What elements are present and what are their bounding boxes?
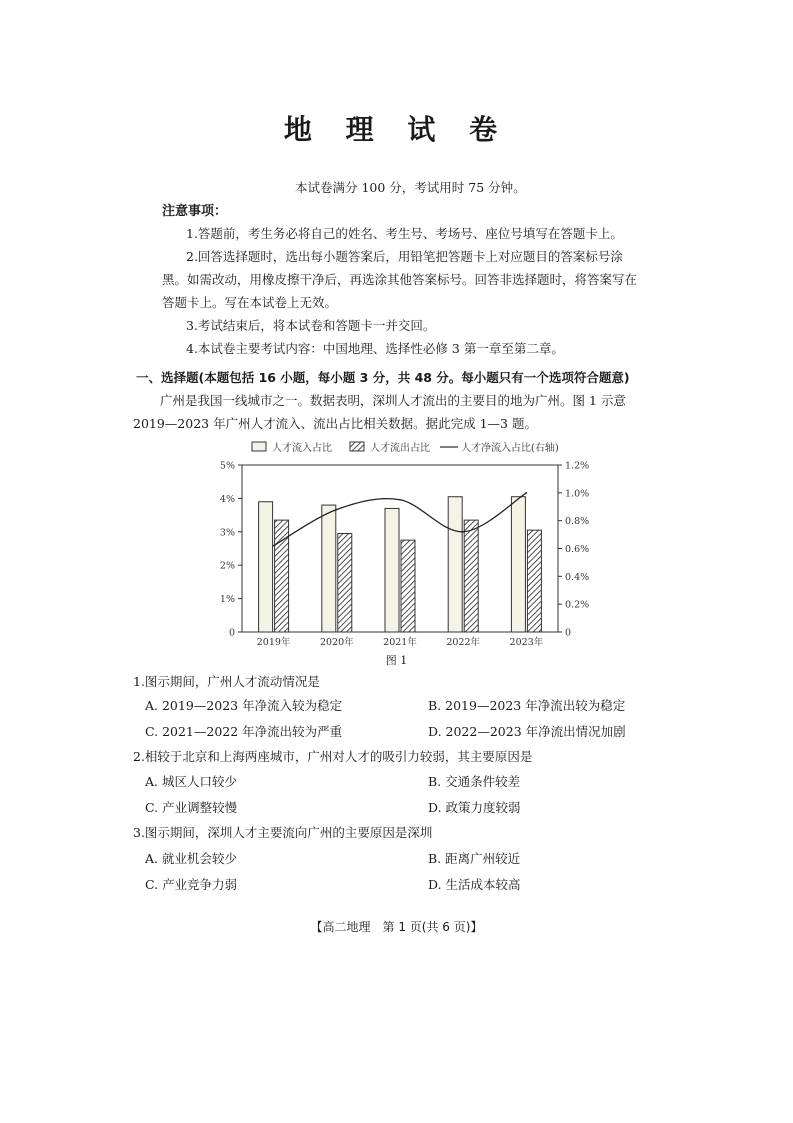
bar-inflow	[259, 502, 273, 632]
intro-text: 2019—2023 年广州人才流入、流出占比相关数据。据此完成 1—3 题。	[133, 416, 537, 431]
y-right-tick-label: 0.2%	[565, 599, 590, 611]
bar-inflow	[322, 505, 336, 632]
net-inflow-point	[526, 492, 528, 494]
intro-text: 广州是我国一线城市之一。数据表明，深圳人才流出的主要目的地为广州。图 1 示意	[160, 393, 626, 408]
x-tick-label: 2022年	[446, 637, 481, 648]
legend-swatch-outflow	[350, 442, 364, 451]
x-tick-label: 2023年	[509, 637, 544, 648]
option: D. 政策力度较弱	[428, 800, 521, 815]
notice-line: 2.回答选择题时，选出每小题答案后，用铅笔把答题卡上对应题目的答案标号涂	[186, 249, 623, 264]
y-right-tick-label: 0.6%	[565, 544, 590, 555]
legend-swatch-inflow	[252, 442, 266, 451]
figure-caption: 图 1	[385, 654, 408, 667]
y-left-tick-label: 5%	[219, 460, 235, 472]
page-title: 地 理 试 卷	[283, 113, 510, 146]
x-tick-label: 2020年	[319, 637, 354, 648]
option: A. 就业机会较少	[145, 851, 237, 866]
y-left-tick-label: 1%	[219, 594, 235, 606]
option: A. 2019—2023 年净流入较为稳定	[145, 698, 343, 713]
option: C. 产业竞争力弱	[145, 877, 238, 892]
page-footer: 【高二地理 第 1 页(共 6 页)】	[310, 920, 483, 934]
y-left-tick-label: 2%	[219, 560, 235, 572]
question-stem: 1.图示期间，广州人才流动情况是	[133, 674, 320, 689]
notice-line: 答题卡上。写在本试卷上无效。	[162, 295, 338, 310]
y-left-tick-label: 3%	[219, 527, 235, 539]
exam-info: 本试卷满分 100 分，考试用时 75 分钟。	[295, 180, 526, 195]
option: D. 2022—2023 年净流出情况加剧	[428, 724, 626, 739]
net-inflow-line	[274, 493, 527, 546]
x-tick-label: 2019年	[256, 637, 291, 648]
notice-line: 3.考试结束后，将本试卷和答题卡一并交回。	[186, 318, 436, 333]
notice-heading: 注意事项：	[162, 204, 228, 219]
notice-line: 黑。如需改动，用橡皮擦干净后，再选涂其他答案标号。回答非选择题时，将答案写在	[162, 272, 638, 287]
net-inflow-point	[399, 499, 401, 501]
bar-outflow	[401, 540, 415, 632]
option: B. 距离广州较近	[428, 851, 521, 866]
option: B. 2019—2023 年净流出较为稳定	[428, 698, 626, 713]
net-inflow-point	[462, 531, 464, 533]
net-inflow-point	[273, 545, 275, 547]
y-right-tick-label: 1.0%	[565, 488, 590, 500]
option: C. 产业调整较慢	[145, 800, 238, 815]
question-stem: 3.图示期间，深圳人才主要流向广州的主要原因是深圳	[133, 825, 433, 840]
legend-label: 人才净流入占比(右轴)	[461, 443, 559, 454]
bar-outflow	[527, 530, 541, 632]
question-stem: 2.相较于北京和上海两座城市，广州对人才的吸引力较弱，其主要原因是	[133, 749, 533, 764]
bar-outflow	[338, 533, 352, 632]
plot-frame	[242, 465, 558, 632]
y-right-tick-label: 0	[565, 627, 572, 639]
legend-label: 人才流出占比	[370, 443, 430, 454]
y-right-tick-label: 0.8%	[565, 516, 590, 528]
bar-inflow	[511, 497, 525, 632]
net-inflow-point	[336, 509, 338, 511]
y-left-tick-label: 4%	[219, 493, 235, 505]
notice-line: 4.本试卷主要考试内容：中国地理、选择性必修 3 第一章至第二章。	[186, 341, 564, 356]
option: C. 2021—2022 年净流出较为严重	[145, 724, 343, 739]
y-right-tick-label: 1.2%	[565, 460, 590, 472]
y-right-tick-label: 0.4%	[565, 571, 590, 583]
section-heading: 一、选择题(本题包括 16 小题，每小题 3 分，共 48 分。每小题只有一个选项符合题意)	[136, 370, 630, 385]
option: B. 交通条件较差	[428, 774, 521, 789]
y-left-tick-label: 0	[228, 627, 235, 639]
bar-line-chart	[190, 437, 610, 652]
bar-inflow	[448, 497, 462, 632]
option: A. 城区人口较少	[145, 774, 237, 789]
bar-inflow	[385, 508, 399, 632]
option: D. 生活成本较高	[428, 877, 521, 892]
x-tick-label: 2021年	[383, 637, 417, 648]
notice-line: 1.答题前，考生务必将自己的姓名、考生号、考场号、座位号填写在答题卡上。	[186, 226, 623, 241]
legend-label: 人才流入占比	[272, 443, 332, 454]
bar-outflow	[464, 520, 478, 632]
